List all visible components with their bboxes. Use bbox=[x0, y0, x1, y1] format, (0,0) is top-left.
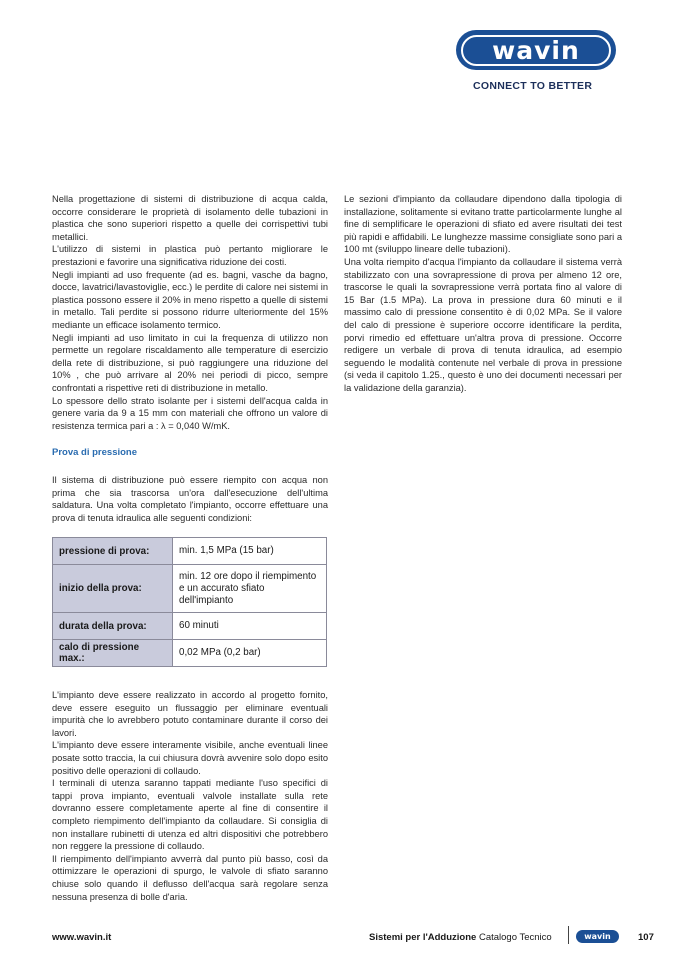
footer-wavin-logo: wavin bbox=[576, 930, 619, 943]
paragraph: Negli impianti ad uso frequente (ad es. bagni, vasche da bagno, docce, lavatrici/lavastoviglie, ecc.) le perdite di calore nei sistemi in plastica possono essere il 20% in meno rispetto a quelle di sistemi in metallo. Tali perdite si possono ridurre ulteriormente del 15% mediante un efficace isolamento termico. bbox=[52, 269, 328, 330]
left-column-top-text bbox=[52, 193, 328, 432]
condition-label: calo di pressione max.: bbox=[53, 640, 173, 667]
footer-website: www.wavin.it bbox=[52, 932, 112, 943]
intro-paragraph bbox=[52, 474, 328, 524]
paragraph: Lo spessore dello strato isolante per i sistemi dell'acqua calda in genere varia da 9 a 15 mm con materiali che offrono un valore di resistenza termica pari a : λ = 0,040 W/mK. bbox=[52, 395, 328, 431]
condition-label: durata della prova: bbox=[53, 613, 173, 640]
condition-value: min. 1,5 MPa (15 bar) bbox=[173, 538, 327, 565]
footer-divider bbox=[568, 926, 569, 944]
paragraph: L'utilizzo di sistemi in plastica può pertanto migliorare le prestazioni e favorire una significativa riduzione dei costi. bbox=[52, 244, 328, 267]
paragraph: Negli impianti ad uso limitato in cui la frequenza di utilizzo non permette un regolare riscaldamento alle temperature di esercizio della rete di distribuzione, si può raggiungere una riduzione del 10% , che può arrivare al 20% nei periodi di picco, sempre confrontati a rispettive reti di distribuzione in metallo. bbox=[52, 332, 328, 393]
paragraph: Una volta riempito d'acqua l'impianto da collaudare il sistema verrà stabilizzato con una sovrapressione di prova per almeno 12 ore, trascorse le quali la sovrapressione verrà portata fino al valore di 15 Bar (1.5 MPa). La prova in pressione dura 60 minuti e il massimo calo di pressione consentito è di 0,02 MPa. Se il valore del calo di pressione è superiore occorre identificare la perdita, porvi rimedio ed effettuare un'altra prova di pressione. Occorre redigere un verbale di prova di tenuta idraulica, ad esempio seguendo le modalità contenute nel verbale di prova in pressione (si veda il capitolo 1.25., questo è uno dei documenti necessari per la validazione della garanzia). bbox=[344, 256, 622, 393]
footer-catalog-title bbox=[369, 932, 552, 943]
condition-label: pressione di prova: bbox=[53, 538, 173, 565]
paragraph: Nella progettazione di sistemi di distribuzione di acqua calda, occorre considerare le proprietà di isolamento delle tubazioni in plastica che sono superiori rispetto a quelle dei corrispettivi tubi metallici. bbox=[52, 194, 328, 242]
paragraph: I terminali di utenza saranno tappati mediante l'uso specifici di tappi prova impianto, eventuali valvole installate sulla rete dovranno essere completamente aperte al fine di consentire il completo riempimento dell'impianto da collaudare. Si consiglia di non installare rubinetti di utenza ed altri dispositivi che potrebbero non reggere la pressione di collaudo. bbox=[52, 778, 328, 852]
paragraph: Il riempimento dell'impianto avverrà dal punto più basso, così da ottimizzare le operazioni di spurgo, le valvole di sfiato saranno chiuse solo quando il deflusso dell'acqua sarà regolare senza nessuna presenza di bolle d'aria. bbox=[52, 853, 328, 902]
test-conditions-table bbox=[52, 537, 327, 667]
paragraph: Il sistema di distribuzione può essere riempito con acqua non prima che sia trascorsa un'ora dall'esecuzione dell'ultima saldatura. Una volta completato l'impianto, occorre effettuare una prova di tenuta idraulica alle seguenti condizioni: bbox=[52, 475, 328, 523]
table-row bbox=[53, 565, 327, 613]
table-row bbox=[53, 538, 327, 565]
page-number: 107 bbox=[638, 932, 654, 943]
condition-value: min. 12 ore dopo il riempimento e un accurato sfiato dell'impianto bbox=[173, 565, 327, 613]
left-column-bottom-text bbox=[52, 689, 328, 903]
wavin-logo bbox=[456, 30, 616, 70]
table-row bbox=[53, 640, 327, 667]
footer-title-bold: Sistemi per l'Adduzione bbox=[369, 932, 477, 943]
right-column-text bbox=[344, 193, 622, 395]
section-heading-prova-di-pressione: Prova di pressione bbox=[52, 447, 138, 458]
brand-tagline: CONNECT TO BETTER bbox=[473, 80, 593, 92]
footer-title-rest: Catalogo Tecnico bbox=[476, 932, 552, 943]
condition-value: 0,02 MPa (0,2 bar) bbox=[173, 640, 327, 667]
condition-value: 60 minuti bbox=[173, 613, 327, 640]
wavin-logo-text: wavin bbox=[461, 35, 611, 66]
table-row bbox=[53, 613, 327, 640]
condition-label: inizio della prova: bbox=[53, 565, 173, 613]
paragraph: Le sezioni d'impianto da collaudare dipendono dalla tipologia di installazione, solitamente si evitano tratte particolarmente lunghe al fine di semplificare le operazioni di sfiato ed avere risultati dei test più rapidi e affidabili. Le lunghezze massime consigliate sono pari a 100 mt (sviluppo lineare delle tubazioni). bbox=[344, 194, 622, 255]
paragraph: L'impianto deve essere interamente visibile, anche eventuali linee posate sotto traccia, la cui chiusura dovrà avvenire solo dopo esito positivo delle operazioni di collaudo. bbox=[52, 740, 328, 776]
paragraph: L'impianto deve essere realizzato in accordo al progetto fornito, deve essere eseguito un flussaggio per eliminare eventuali impurità che lo avrebbero potuto contaminare durante il corso dei lavori. bbox=[52, 690, 328, 738]
